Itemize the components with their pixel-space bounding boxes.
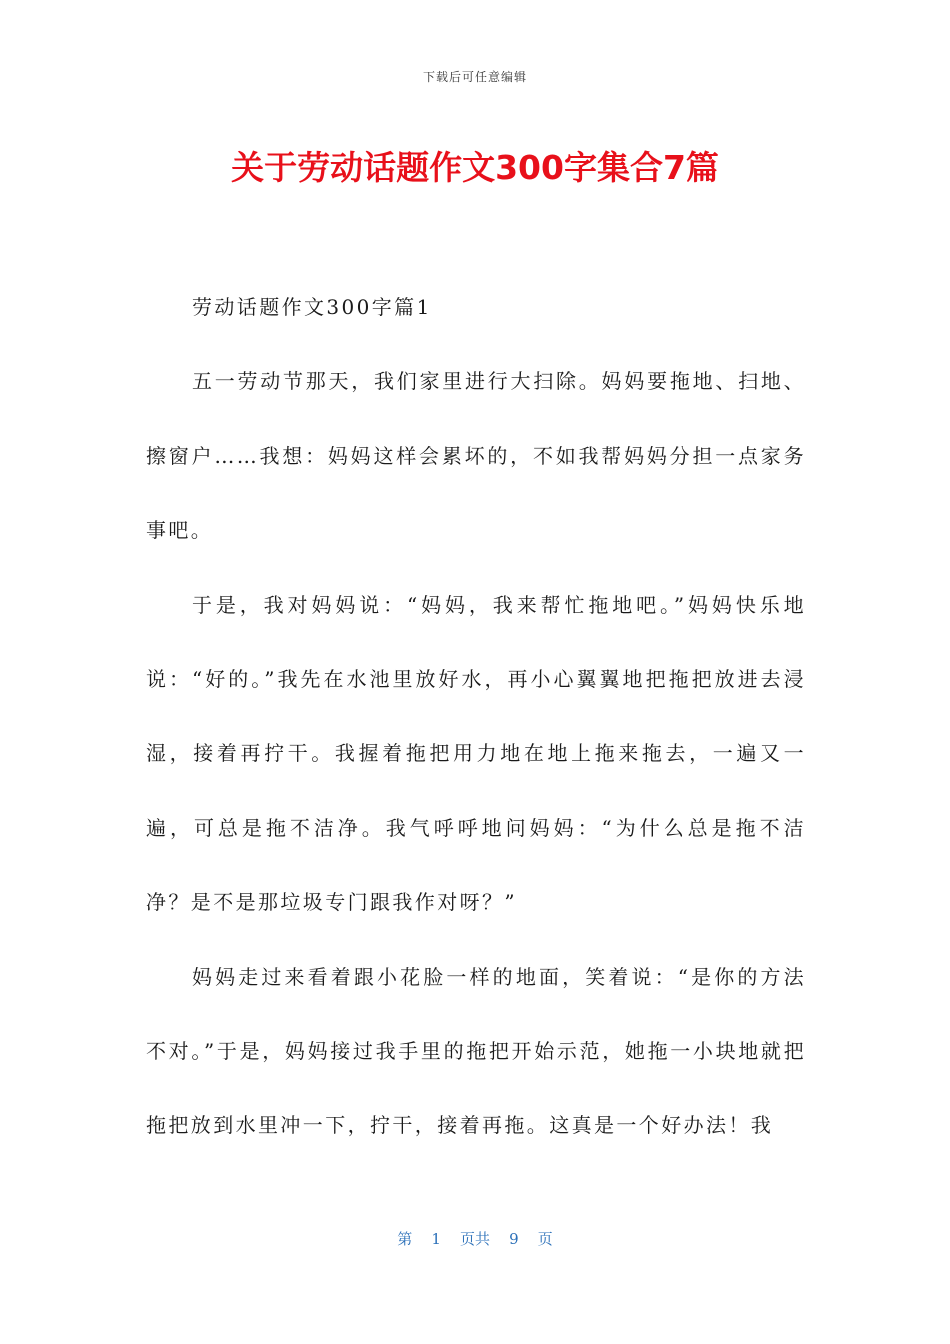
page-label-suffix: 页	[537, 1230, 553, 1248]
page-label-mid: 页共	[459, 1230, 490, 1248]
paragraph: 于是，我对妈妈说：“妈妈，我来帮忙拖地吧。”妈妈快乐地说：“好的。”我先在水池里放好水，再小心翼翼地把拖把放进去浸湿，接着再拧干。我握着拖把用力地在地上拖来拖去，一遍又一遍，可总是拖不洁净。我气呼呼地问妈妈：“为什么总是拖不洁净？是不是那垃圾专门跟我作对呀？”	[146, 592, 806, 915]
section-heading: 劳动话题作文300字篇1	[192, 295, 432, 319]
header-note: 下载后可任意编辑	[422, 70, 527, 84]
document-title: 关于劳动话题作文300字集合7篇	[231, 148, 719, 187]
page-label-prefix: 第	[397, 1230, 413, 1248]
paragraph: 妈妈走过来看着跟小花脸一样的地面，笑着说：“是你的方法不对。”于是，妈妈接过我手里的拖把开始示范，她拖一小块地就把拖把放到水里冲一下，拧干，接着再拖。这真是一个好办法！我	[146, 964, 806, 1138]
page-footer	[0, 1228, 950, 1249]
document-body	[146, 270, 806, 1163]
total-pages-number: 9	[509, 1230, 519, 1248]
paragraph: 五一劳动节那天，我们家里进行大扫除。妈妈要拖地、扫地、擦窗户……我想：妈妈这样会累坏的，不如我帮妈妈分担一点家务事吧。	[146, 369, 806, 543]
current-page-number: 1	[431, 1230, 441, 1248]
